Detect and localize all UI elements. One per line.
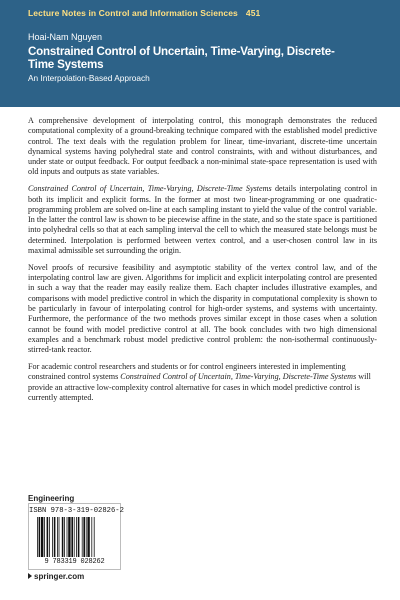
blurb-paragraph-4	[28, 362, 377, 403]
barcode-bar	[68, 517, 70, 557]
blurb-paragraph-4-start: For academic control researchers and students or for control engineers interested in implementing constrained control systems	[28, 362, 346, 382]
blurb-paragraph-4-end: will provide an attractive low-complexity control alternative for cases in which model predictive control is currently attempted.	[28, 372, 371, 402]
barcode-digits: 9 783319 028262	[44, 558, 105, 566]
barcode-bar	[37, 517, 38, 557]
barcode-bar	[39, 517, 41, 557]
barcode-bar	[59, 517, 60, 557]
barcode-bar	[83, 517, 85, 557]
website-text: springer.com	[34, 572, 85, 581]
barcode-bar	[74, 517, 75, 557]
barcode-bar	[82, 517, 83, 557]
publisher-website	[28, 572, 84, 581]
barcode-bar	[57, 517, 58, 557]
cover-header-band	[0, 0, 400, 107]
barcode-bar	[52, 517, 53, 557]
barcode-bar	[41, 517, 43, 557]
blurb-paragraph-1: A comprehensive development of interpolating control, this monograph demonstrates the reduced computational complexity of a ground-breaking technique compared with the established model predictive control. The text deals with the regulation problem for linear, time-invariant, discrete-time uncertain dynamical systems having polyhedral state and control constraints, with and without disturbances, and under state or output feedback. For output feedback a non-minimal state-space representation is used with old inputs and outputs as state variables.	[28, 116, 377, 177]
barcode-bar	[44, 517, 45, 557]
barcode-image	[37, 517, 115, 557]
blurb-title-italic-2: Constrained Control of Uncertain, Time-Varying, Discrete-Time Systems	[120, 372, 357, 382]
barcode-bar	[86, 517, 87, 557]
barcode-bar	[76, 517, 77, 557]
series-title: Lecture Notes in Control and Information Sciences	[28, 8, 238, 18]
isbn-label: ISBN 978-3-319-02826-2	[29, 507, 124, 515]
barcode-bar	[71, 517, 73, 557]
barcode-bar	[47, 517, 49, 557]
series-name	[28, 8, 260, 18]
book-title: Constrained Control of Uncertain, Time-Varying, Discrete-Time Systems	[28, 45, 335, 71]
barcode-bar	[67, 517, 68, 557]
arrow-right-icon	[28, 573, 32, 579]
author-name: Hoai-Nam Nguyen	[28, 32, 103, 42]
barcode-bar	[62, 517, 64, 557]
barcode-bar	[78, 517, 80, 557]
blurb-paragraph-2	[28, 184, 377, 256]
barcode-box	[28, 503, 124, 570]
book-subtitle: An Interpolation-Based Approach	[28, 73, 150, 83]
barcode-bar	[91, 517, 92, 557]
barcode-bar	[87, 517, 89, 557]
blurb-title-italic: Constrained Control of Uncertain, Time-Varying, Discrete-Time Systems	[28, 184, 272, 194]
series-volume: 451	[245, 8, 261, 18]
barcode-bar	[94, 517, 95, 557]
subject-category: Engineering	[28, 494, 75, 503]
barcode-bar	[64, 517, 65, 557]
blurb-paragraph-2-text: details interpolating control in both its implicit and explicit forms. In the former at most two linear-programming or one quadratic-programming problem are solved on-line at each sampling instant to yield the value of the control variable. In the latter the control law is shown to be piecewise affine in the state, and so the state space is partitioned into polyhedral cells so that at each sampling interval the cell to which the measured state belongs must be determined. Interpolation is performed between vertex control, and a user-chosen control law in its maximal admissible set surrounding the origin.	[28, 184, 378, 256]
blurb-paragraph-3: Novel proofs of recursive feasibility and asymptotic stability of the vertex control law, and of the interpolating control law are given. Algorithms for implicit and explicit interpolating control are presented in such a way that the reader may easily realize them. Each chapter includes illustrative examples, and comparisons with model predictive control in which the disparity in computational complexity is shown to be particularly in favour of interpolating control for high-order systems, and systems with uncertainty. Furthermore, the performance of the two methods proves similar except in those cases when a solution cannot be found with model predictive control at all. The book concludes with two high dimensional examples and a benchmark robust model predictive control problem: the non-isothermal continuously-stirred-tank reactor.	[28, 262, 377, 355]
barcode-bar	[49, 517, 50, 557]
blurb-text	[28, 116, 377, 410]
barcode-bar	[54, 517, 56, 557]
